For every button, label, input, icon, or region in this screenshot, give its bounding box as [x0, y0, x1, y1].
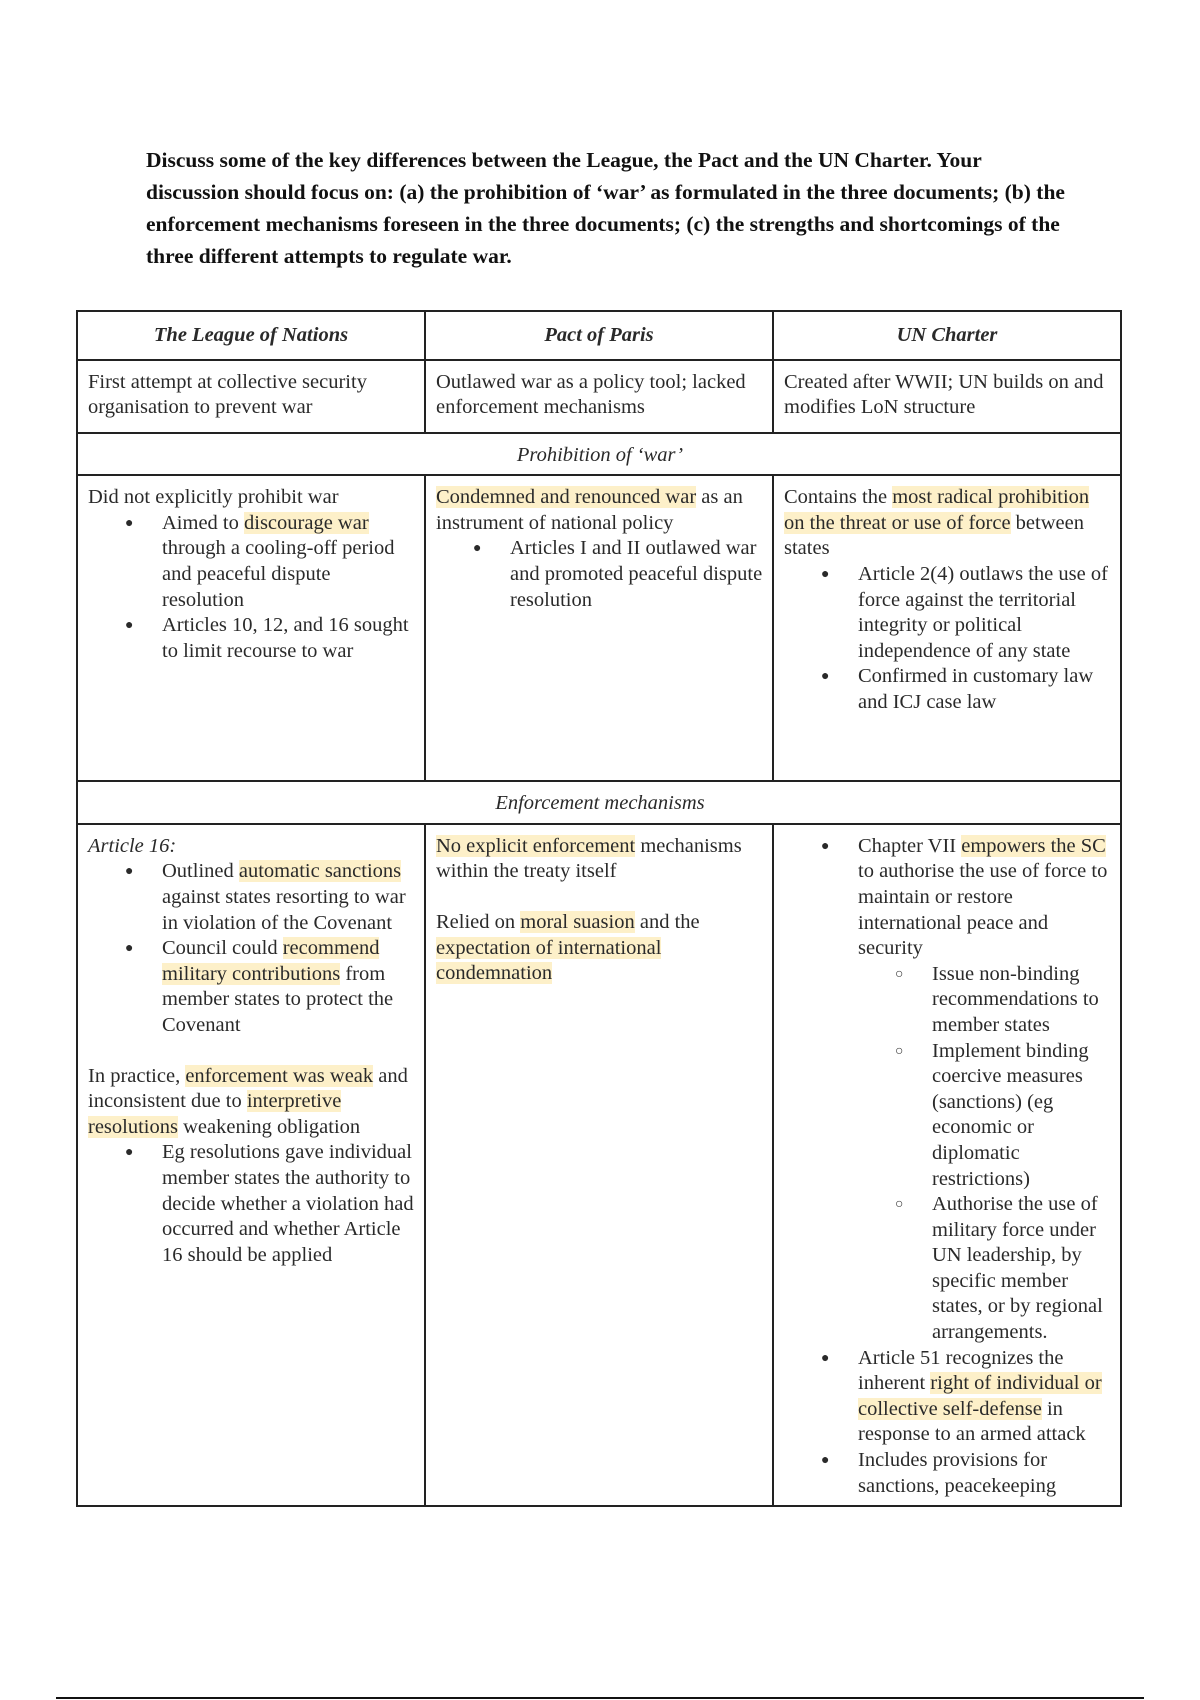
text-span: through a cooling-off period and peaceful dispute resolution: [162, 537, 395, 611]
highlight: expectation of international condemnation: [436, 936, 662, 985]
sub-list-item: ○ Issue non-binding recommendations to member states: [932, 962, 1112, 1039]
list-item: ● Articles I and II outlawed war and promoted peaceful dispute resolution: [510, 536, 764, 613]
text-span: weakening obligation: [177, 1115, 361, 1138]
text-span: Council could: [162, 937, 283, 960]
highlight: empowers the SC: [961, 834, 1106, 857]
list-item: ● Article 2(4) outlaws the use of force against the territorial integrity or political independence of any state: [858, 562, 1112, 664]
intro-league: First attempt at collective security organisation to prevent war: [77, 360, 425, 433]
list-item: [162, 859, 416, 936]
bullet-list: [436, 536, 764, 613]
text-span: between states: [784, 511, 1084, 560]
prohibition-section-row: [77, 433, 1121, 476]
text-span: Contains the: [784, 486, 893, 509]
text-span: as an instrument of national policy: [436, 486, 743, 534]
text-span: and inconsistent due to: [88, 1064, 408, 1113]
text-line: Did not explicitly prohibit war: [88, 486, 339, 509]
enforcement-un: [773, 824, 1121, 1506]
comparison-table: [76, 310, 1122, 1507]
intro-un: Created after WWII; UN builds on and modifies LoN structure: [773, 360, 1121, 433]
section-prohibition: Prohibition of ‘war’: [77, 433, 1121, 476]
page-bottom-rule: [56, 1697, 1144, 1699]
list-item: [162, 511, 416, 613]
text-line: [784, 485, 1112, 562]
text-span: In practice,: [88, 1064, 186, 1087]
bullet-list: [784, 834, 1112, 1499]
text-line: [436, 910, 764, 987]
highlight: discourage war: [244, 511, 369, 534]
prohibition-un: [773, 475, 1121, 781]
prohibition-league: [77, 475, 425, 781]
enforcement-row: [77, 824, 1121, 1506]
sub-bullet-list: [858, 962, 1112, 1346]
highlight: most radical prohibition on the threat or use of force: [784, 486, 1090, 534]
text-span: Article 51 recognizes the inherent: [858, 1346, 1064, 1395]
list-item: ● Articles 10, 12, and 16 sought to limit recourse to war: [162, 613, 416, 664]
bullet-list: [784, 562, 1112, 716]
text-span: Outlined: [162, 860, 239, 883]
list-item: ● Eg resolutions gave individual member states the authority to decide whether a violation had occurred and whether Article 16 should be applied: [162, 1140, 416, 1268]
enforcement-league: [77, 824, 425, 1506]
text-span: from member states to protect the Covenant: [162, 962, 394, 1036]
text-span: against states resorting to war in violation of the Covenant: [162, 885, 406, 934]
text-span: to authorise the use of force to maintain or restore international peace and security: [858, 860, 1108, 960]
highlight: enforcement was weak: [185, 1064, 374, 1087]
highlight: recommend military contributions: [162, 937, 380, 985]
text-span: in response to an armed attack: [858, 1397, 1086, 1446]
header-un: UN Charter: [773, 311, 1121, 360]
highlight: No explicit enforcement: [436, 834, 636, 857]
text-line: [436, 834, 764, 885]
bullet-list: [88, 859, 416, 1038]
section-enforcement: Enforcement mechanisms: [77, 781, 1121, 824]
intro-pact: Outlawed war as a policy tool; lacked enforcement mechanisms: [425, 360, 773, 433]
text-line: Article 16:: [88, 834, 177, 857]
list-item: [162, 936, 416, 1038]
text-line: [436, 485, 764, 536]
sub-list-item: ○ Authorise the use of military force under UN leadership, by specific member states, or by regional arrangements.: [932, 1192, 1112, 1346]
enforcement-pact: [425, 824, 773, 1506]
text-span: Relied on: [436, 910, 521, 933]
sub-list-item: ○ Implement binding coercive measures (sanctions) (eg economic or diplomatic restrictions): [932, 1039, 1112, 1193]
text-span: Aimed to: [162, 511, 244, 534]
text-span: and the: [634, 910, 700, 933]
bullet-list: [88, 511, 416, 665]
list-item: [858, 1346, 1112, 1448]
intro-row: [77, 360, 1121, 433]
highlight: interpretive resolutions: [88, 1090, 342, 1138]
highlight: moral suasion: [520, 910, 635, 933]
bullet-list: [88, 1140, 416, 1268]
header-row: [77, 311, 1121, 360]
text-span: Chapter VII: [858, 834, 962, 857]
prohibition-pact: [425, 475, 773, 781]
text-span: mechanisms within the treaty itself: [436, 834, 742, 883]
prohibition-row: [77, 475, 1121, 781]
enforcement-section-row: [77, 781, 1121, 824]
highlight: right of individual or collective self-defense: [858, 1372, 1102, 1420]
text-line: [88, 1064, 416, 1141]
list-item: ● Confirmed in customary law and ICJ case law: [858, 664, 1112, 715]
header-pact: Pact of Paris: [425, 311, 773, 360]
question-prompt: Discuss some of the key differences between the League, the Pact and the UN Charter. Your discussion should focus on: (a) the prohibition of ‘war’ as formulated in the three documents; (b) the enforcement mechanisms foreseen in the three documents; (c) the strengths and shortcomings of the three different attempts to regulate war.: [146, 148, 1065, 268]
header-league: The League of Nations: [77, 311, 425, 360]
list-item: ● Includes provisions for sanctions, peacekeeping: [858, 1448, 1112, 1499]
list-item: [858, 834, 1112, 1346]
highlight: Condemned and renounced war: [436, 486, 697, 509]
highlight: automatic sanctions: [238, 860, 402, 883]
